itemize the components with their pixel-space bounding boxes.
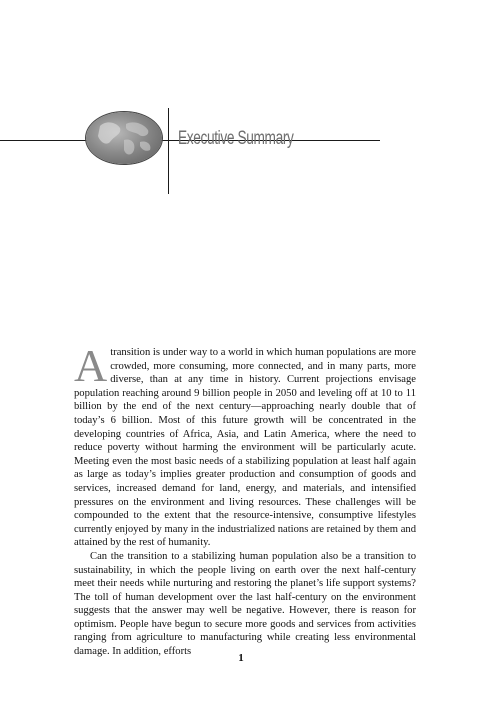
chapter-title: Executive Summary (178, 128, 294, 149)
body-text (74, 340, 416, 659)
paragraph-1 (74, 340, 416, 550)
page-number: 1 (238, 652, 244, 664)
header-vertical-rule (168, 108, 169, 194)
paragraph-2: Can the transition to a stabilizing human population also be a transition to sustainability, in which the people living on earth over the next half-century meet their needs while nurturing and restoring the planet’s life support systems? The toll of human development over the last half-century on the environment suggests that the answer may well be negative. However, there is reason for optimism. People have begun to secure more goods and services from activities ranging from agriculture to manufacturing while creating less environmental damage. In addition, efforts (74, 550, 416, 658)
paragraph-1-text: transition is under way to a world in which human populations are more crowded, more consuming, more connected, and in many parts, more diverse, than at any time in history. Current projections envisage population reaching around 9 billion people in 2050 and leveling off at 10 to 11 billion by the end of the next century—approaching nearly double that of today’s 6 billion. Most of this future growth will be concentrated in the developing countries of Africa, Asia, and Latin America, where the need to reduce poverty without harming the environment will be particularly acute. Meeting even the most basic needs of a stabilizing population at least half again as large as today’s implies greater production and consumption of goods and services, increased demand for land, energy, and materials, and intensified pressures on the environment and living resources. These challenges will be compounded to the extent that the resource-intensive, consumptive lifestyles currently enjoyed by many in the industrialized nations are retained by them and attained by the rest of humanity. (74, 347, 416, 549)
drop-cap: A (74, 340, 108, 391)
globe-icon (86, 112, 162, 164)
